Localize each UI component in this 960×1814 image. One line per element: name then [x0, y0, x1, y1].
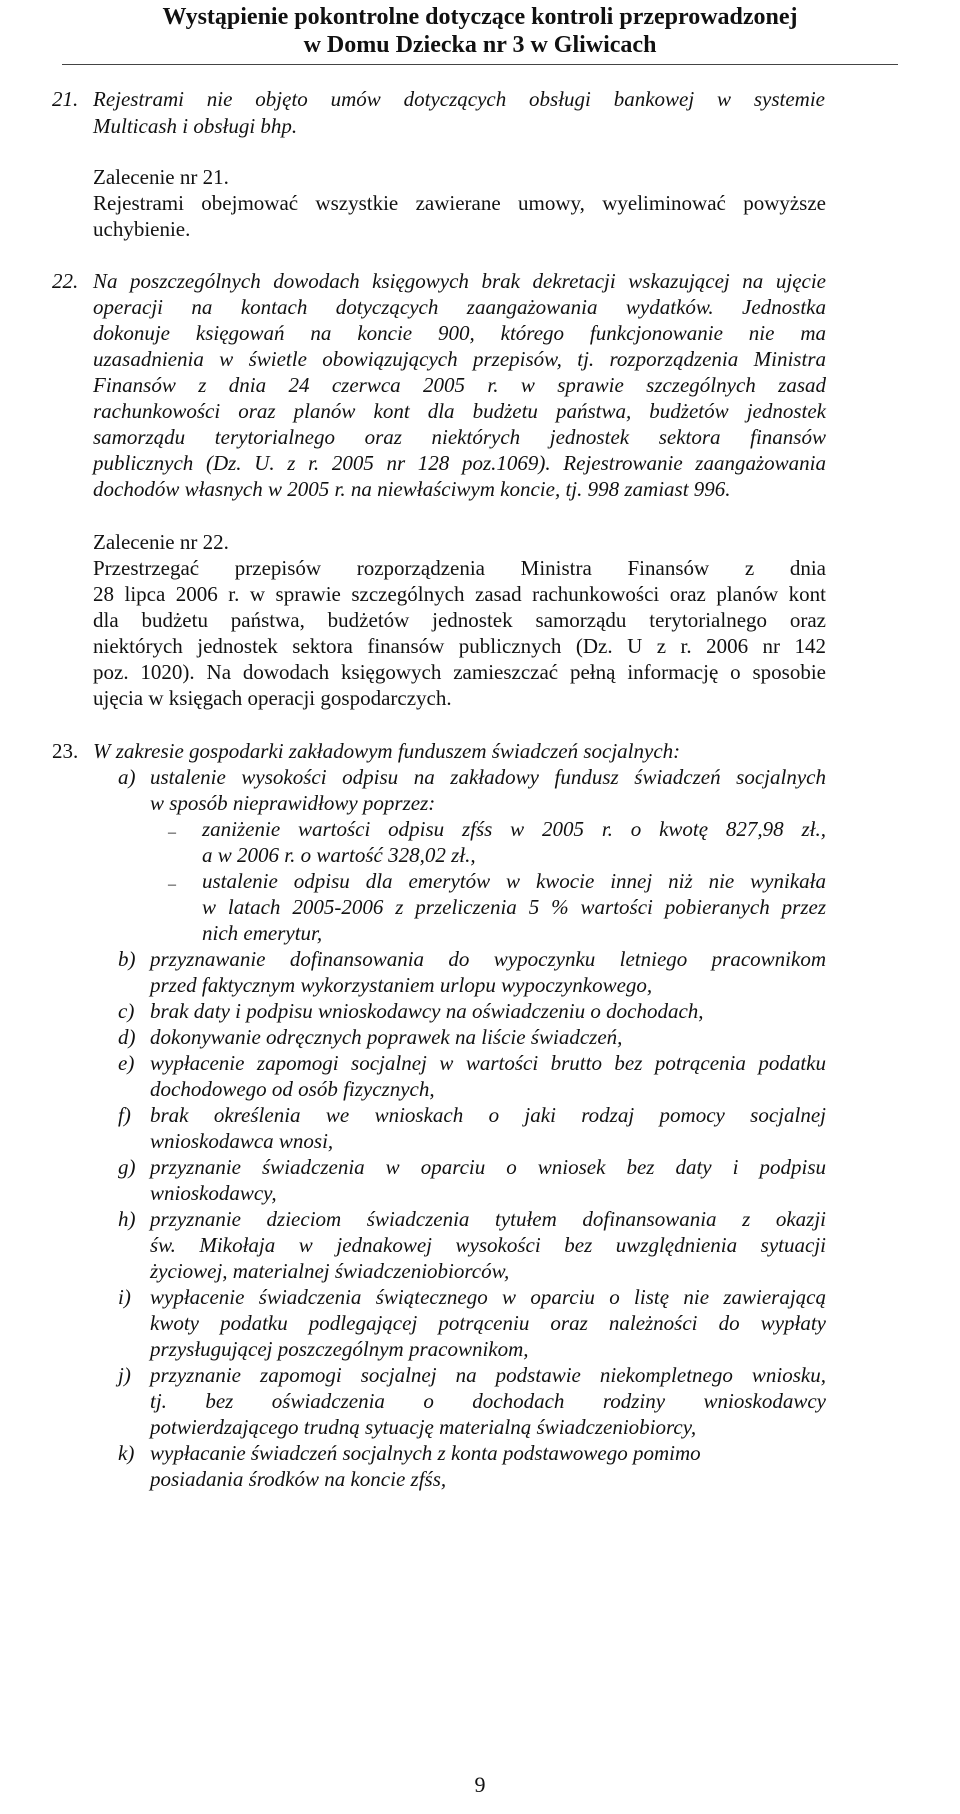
recommendation-22-title: Zalecenie nr 22.: [93, 530, 229, 554]
item-23k-line-1: wypłacanie świadczeń socjalnych z konta podstawowego pomimo: [150, 1441, 701, 1465]
item-22-line-9: dochodów własnych w 2005 r. na niewłaściwym koncie, tj. 998 zamiast 996.: [93, 477, 731, 501]
recommendation-22-line-2: 28 lipca 2006 r. w sprawie szczególnych zasad rachunkowości oraz planów kont: [93, 582, 826, 606]
item-23i-label: i): [118, 1285, 131, 1309]
recommendation-22-line-5: poz. 1020). Na dowodach księgowych zamieszczać pełną informację o sposobie: [93, 660, 826, 684]
recommendation-22-line-4: niektórych jednostek sektora finansów publicznych (Dz. U z r. 2006 nr 142: [93, 634, 826, 658]
item-22-number: 22.: [52, 269, 79, 293]
recommendation-22-line-6: ujęcia w księgach operacji gospodarczych.: [93, 686, 452, 710]
item-23h-line-3: życiowej, materialnej świadczeniobiorców,: [150, 1259, 510, 1283]
item-22-line-7: samorządu terytorialnego oraz niektórych jednostek sektora finansów: [93, 425, 826, 449]
item-23e-line-2: dochodowego od osób fizycznych,: [150, 1077, 435, 1101]
item-23h-line-2: św. Mikołaja w jednakowej wysokości bez uwzględnienia sytuacji: [150, 1233, 826, 1257]
item-23g-label: g): [118, 1155, 136, 1179]
item-23j-line-2: tj. bez oświadczenia o dochodach rodziny wnioskodawcy: [150, 1389, 826, 1413]
header-divider: [62, 64, 898, 65]
dash-bullet-icon: –: [168, 824, 176, 841]
item-23i-line-1: wypłacenie świadczenia świątecznego w oparciu o listę nie zawierającą: [150, 1285, 826, 1309]
item-23j-label: j): [118, 1363, 131, 1387]
item-23i-line-2: kwoty podatku podlegającej potrąceniu oraz należności do wypłaty: [150, 1311, 826, 1335]
item-23i-line-3: przysługującej poszczególnym pracownikom,: [150, 1337, 529, 1361]
page-number: 9: [474, 1772, 486, 1797]
item-23k-line-2: posiadania środków na koncie zfśs,: [150, 1467, 447, 1491]
item-23f-label: f): [118, 1103, 131, 1127]
item-23a-dash-1-line-1: zaniżenie wartości odpisu zfśs w 2005 r. o kwotę 827,98 zł.,: [202, 817, 826, 841]
item-23b-line-2: przed faktycznym wykorzystaniem urlopu wypoczynkowego,: [150, 973, 653, 997]
recommendation-21-title: Zalecenie nr 21.: [93, 165, 229, 189]
item-21-line-1: Rejestrami nie objęto umów dotyczących obsługi bankowej w systemie: [93, 87, 825, 111]
dash-bullet-icon: –: [168, 876, 176, 893]
item-23k-label: k): [118, 1441, 135, 1465]
item-23e-line-1: wypłacenie zapomogi socjalnej w wartości brutto bez potrącenia podatku: [150, 1051, 826, 1075]
item-23c-line-1: brak daty i podpisu wnioskodawcy na oświadczeniu o dochodach,: [150, 999, 704, 1023]
item-22-line-6: rachunkowości oraz planów kont dla budżetu państwa, budżetów jednostek: [93, 399, 826, 423]
header-line-2: w Domu Dziecka nr 3 w Gliwicach: [303, 32, 657, 58]
item-23a-dash-2-line-2: w latach 2005-2006 z przeliczenia 5 % wartości pobieranych przez: [202, 895, 826, 919]
item-23a-line-2: w sposób nieprawidłowy poprzez:: [150, 791, 436, 815]
item-23d-label: d): [118, 1025, 136, 1049]
item-23h-label: h): [118, 1207, 136, 1231]
item-22-line-1: Na poszczególnych dowodach księgowych brak dekretacji wskazującej na ujęcie: [93, 269, 826, 293]
item-23c-label: c): [118, 999, 135, 1023]
recommendation-22-line-3: dla budżetu państwa, budżetów jednostek samorządu terytorialnego oraz: [93, 608, 826, 632]
item-22-line-2: operacji na kontach dotyczących zaangażowania wydatków. Jednostka: [93, 295, 826, 319]
item-23g-line-1: przyznanie świadczenia w oparciu o wniosek bez daty i podpisu: [150, 1155, 826, 1179]
item-23b-label: b): [118, 947, 136, 971]
item-22-line-4: uzasadnienia w świetle obowiązujących przepisów, tj. rozporządzenia Ministra: [93, 347, 826, 371]
item-23j-line-1: przyznanie zapomogi socjalnej na podstawie niekompletnego wniosku,: [150, 1363, 826, 1387]
item-23f-line-1: brak określenia we wnioskach o jaki rodzaj pomocy socjalnej: [150, 1103, 826, 1127]
header-line-1: Wystąpienie pokontrolne dotyczące kontroli przeprowadzonej: [162, 4, 798, 30]
item-23j-line-3: potwierdzającego trudną sytuację materialną świadczeniobiorcy,: [150, 1415, 697, 1439]
item-23a-label: a): [118, 765, 136, 789]
item-23a-dash-2-line-3: nich emerytur,: [202, 921, 323, 945]
recommendation-22-line-1: Przestrzegać przepisów rozporządzenia Ministra Finansów z dnia: [93, 556, 826, 580]
recommendation-21-line-2: uchybienie.: [93, 217, 191, 241]
recommendation-21-line-1: Rejestrami obejmować wszystkie zawierane umowy, wyeliminować powyższe: [93, 191, 826, 215]
item-23a-dash-2-line-1: ustalenie odpisu dla emerytów w kwocie innej niż nie wynikała: [202, 869, 826, 893]
item-21-line-2: Multicash i obsługi bhp.: [93, 114, 298, 138]
item-21-number: 21.: [52, 87, 79, 111]
item-23a-dash-1-line-2: a w 2006 r. o wartość 328,02 zł.,: [202, 843, 476, 867]
item-23d-line-1: dokonywanie odręcznych poprawek na liście świadczeń,: [150, 1025, 623, 1049]
item-23-number: 23.: [52, 739, 79, 763]
item-23a-line-1: ustalenie wysokości odpisu na zakładowy fundusz świadczeń socjalnych: [150, 765, 826, 789]
item-23g-line-2: wnioskodawcy,: [150, 1181, 277, 1205]
item-23f-line-2: wnioskodawca wnosi,: [150, 1129, 334, 1153]
item-22-line-5: Finansów z dnia 24 czerwca 2005 r. w sprawie szczególnych zasad: [93, 373, 826, 397]
item-22-line-8: publicznych (Dz. U. z r. 2005 nr 128 poz.1069). Rejestrowanie zaangażowania: [93, 451, 826, 475]
item-23b-line-1: przyznawanie dofinansowania do wypoczynku letniego pracownikom: [150, 947, 826, 971]
item-22-line-3: dokonuje księgowań na koncie 900, którego funkcjonowanie nie ma: [93, 321, 826, 345]
item-23h-line-1: przyznanie dzieciom świadczenia tytułem dofinansowania z okazji: [150, 1207, 826, 1231]
item-23e-label: e): [118, 1051, 135, 1075]
item-23-intro: W zakresie gospodarki zakładowym funduszem świadczeń socjalnych:: [93, 739, 681, 763]
